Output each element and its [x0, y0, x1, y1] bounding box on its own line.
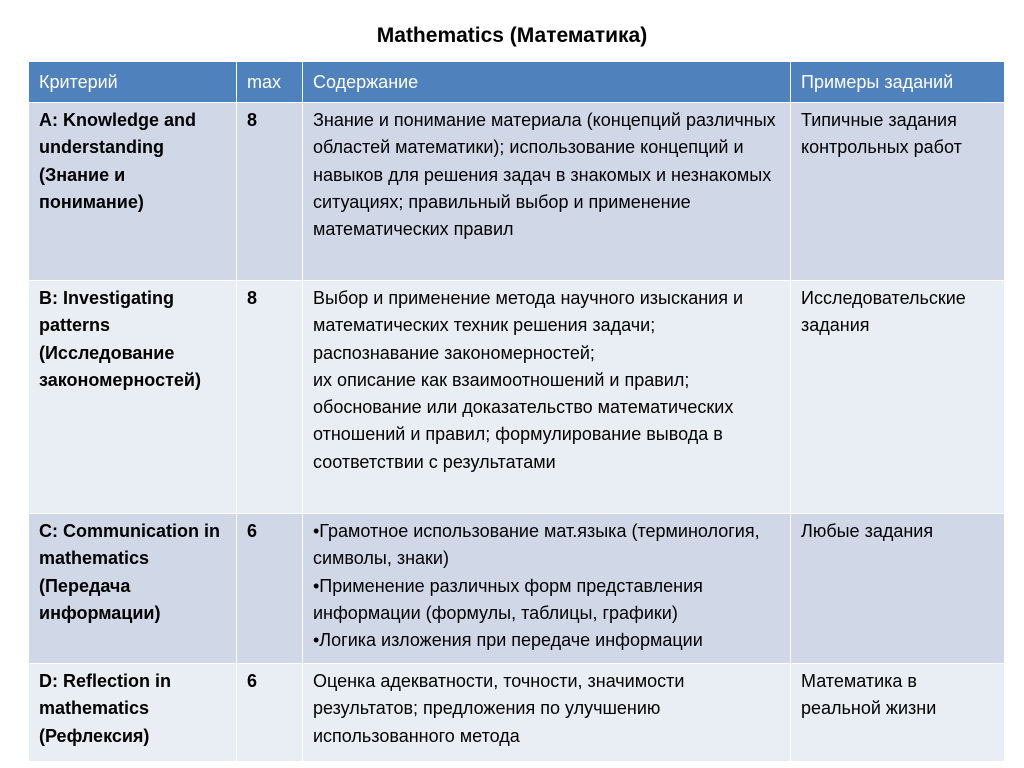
content-cell: [303, 514, 791, 664]
max-cell: 8: [237, 281, 303, 514]
content-cell: Знание и понимание материала (концепций различных областей математики); использование концепций и навыков для решения задач в знакомых и незнакомых ситуациях; правильный выбор и применение математических правил: [303, 103, 791, 281]
table-row: [29, 103, 1005, 281]
examples-cell: Математика в реальной жизни: [791, 664, 1005, 762]
header-content: Содержание: [303, 62, 791, 103]
content-cell: Выбор и применение метода научного изыскания и математических техник решения задачи; распознавание закономерностей; их описание как взаимоотношений и правил; обоснование или доказательство математических отношений и правил; формулирование вывода в соответствии с результатами: [303, 281, 791, 514]
examples-cell: Исследовательские задания: [791, 281, 1005, 514]
criterion-cell: B: Investigating patterns (Исследование закономерностей): [29, 281, 237, 514]
max-cell: 6: [237, 664, 303, 762]
max-cell: 8: [237, 103, 303, 281]
content-cell: Оценка адекватности, точности, значимости результатов; предложения по улучшению использованного метода: [303, 664, 791, 762]
max-cell: 6: [237, 514, 303, 664]
criteria-table: [28, 61, 1005, 762]
criterion-cell: D: Reflection in mathematics (Рефлексия): [29, 664, 237, 762]
slide-title: Mathematics (Математика): [376, 24, 648, 47]
header-criterion: Критерий: [29, 62, 237, 103]
bullet-item: •Логика изложения при передаче информации: [313, 630, 703, 651]
header-max: max: [237, 62, 303, 103]
table-row: [29, 281, 1005, 514]
header-examples: Примеры заданий: [791, 62, 1005, 103]
criterion-cell: C: Communication in mathematics (Передача информации): [29, 514, 237, 664]
bullet-item: •Применение различных форм представления информации (формулы, таблицы, графики): [313, 575, 703, 623]
table-row: [29, 664, 1005, 762]
table-row: [29, 514, 1005, 664]
table-header-row: [29, 62, 1005, 103]
bullet-item: •Грамотное использование мат.языка (терминология, символы, знаки): [313, 521, 760, 569]
examples-cell: Типичные задания контрольных работ: [791, 103, 1005, 281]
criterion-cell: A: Knowledge and understanding (Знание и понимание): [29, 103, 237, 281]
examples-cell: Любые задания: [791, 514, 1005, 664]
